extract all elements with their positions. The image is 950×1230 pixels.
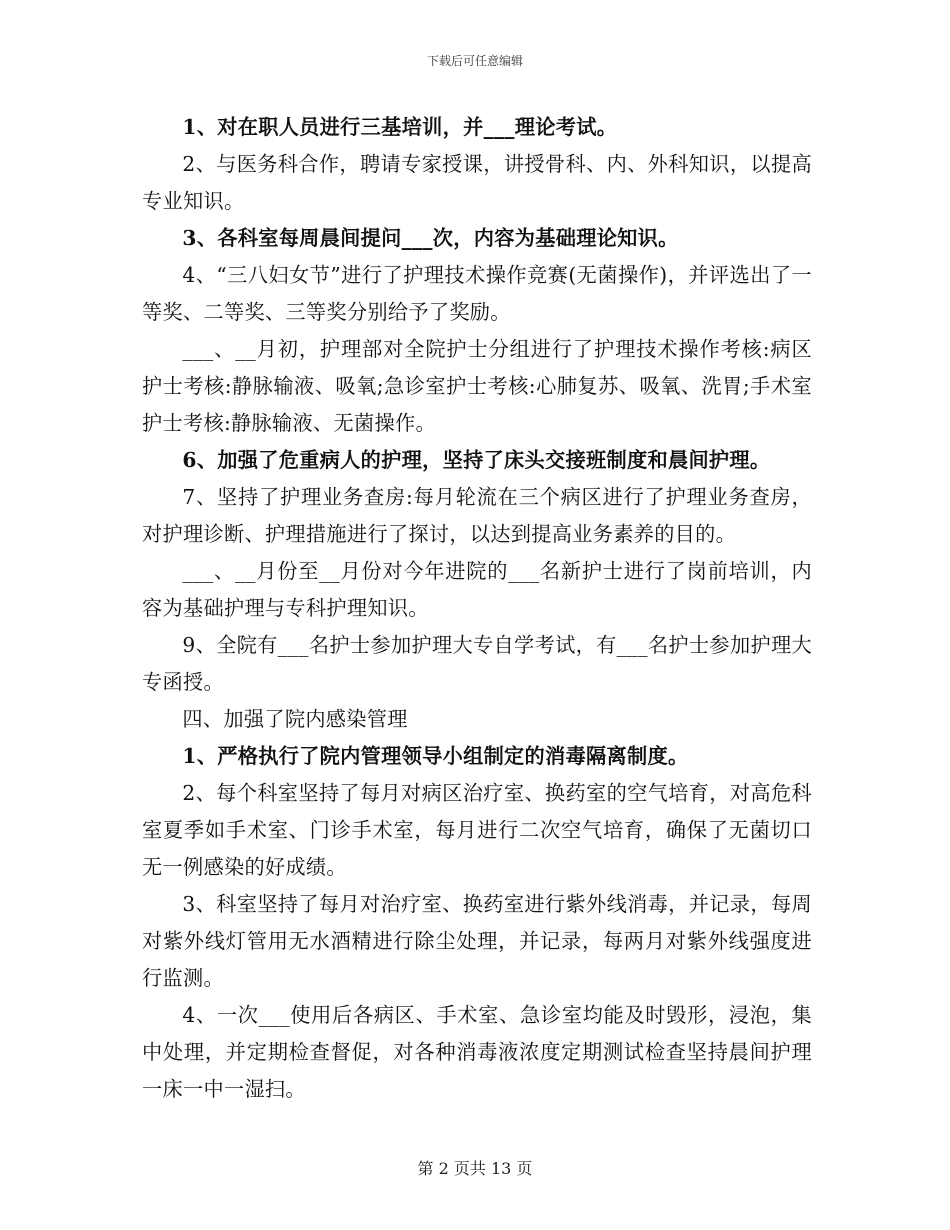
paragraph-4: 4、“三八妇女节”进行了护理技术操作竞赛(无菌操作)，并评选出了一等奖、二等奖、三等奖分别给予了奖励。 <box>142 263 812 324</box>
paragraph-5: ___、__月初，护理部对全院护士分组进行了护理技术操作考核:病区护士考核:静脉输液、吸氧;急诊室护士考核:心肺复苏、吸氧、洗胃;手术室护士考核:静脉输液、无菌操作。 <box>142 337 812 435</box>
paragraph-8: ___、__月份至__月份对今年进院的___名新护士进行了岗前培训，内容为基础护理与专科护理知识。 <box>142 559 812 620</box>
paragraph-3: 3、各科室每周晨间提问___次，内容为基础理论知识。 <box>182 226 679 250</box>
paragraph-11: 2、每个科室坚持了每月对病区治疗室、换药室的空气培育，对高危科室夏季如手术室、门诊手术室，每月进行二次空气培育，确保了无菌切口无一例感染的好成绩。 <box>142 781 812 879</box>
paragraph-9: 9、全院有___名护士参加护理大专自学考试，有___名护士参加护理大专函授。 <box>142 633 812 694</box>
page-header: 下载后可任意编辑 <box>426 54 523 68</box>
paragraph-10: 1、严格执行了院内管理领导小组制定的消毒隔离制度。 <box>182 744 689 768</box>
paragraph-13: 4、一次___使用后各病区、手术室、急诊室均能及时毁形，浸泡，集中处理，并定期检查督促，对各种消毒液浓度定期测试检查坚持晨间护理一床一中一湿扫。 <box>142 1003 812 1101</box>
paragraph-6: 6、加强了危重病人的护理，坚持了床头交接班制度和晨间护理。 <box>182 448 771 472</box>
paragraph-12: 3、科室坚持了每月对治疗室、换药室进行紫外线消毒，并记录，每周对紫外线灯管用无水酒精进行除尘处理，并记录，每两月对紫外线强度进行监测。 <box>142 892 812 990</box>
page-footer: 第 2 页共 13 页 <box>417 1159 533 1178</box>
paragraph-7: 7、坚持了护理业务查房:每月轮流在三个病区进行了护理业务查房，对护理诊断、护理措施进行了探讨，以达到提高业务素养的目的。 <box>142 485 812 546</box>
paragraph-1: 1、对在职人员进行三基培训，并___理论考试。 <box>182 115 618 139</box>
paragraph-2: 2、与医务科合作，聘请专家授课，讲授骨科、内、外科知识，以提高专业知识。 <box>142 152 812 213</box>
section-heading: 四、加强了院内感染管理 <box>182 707 408 731</box>
document-body <box>142 109 812 1108</box>
